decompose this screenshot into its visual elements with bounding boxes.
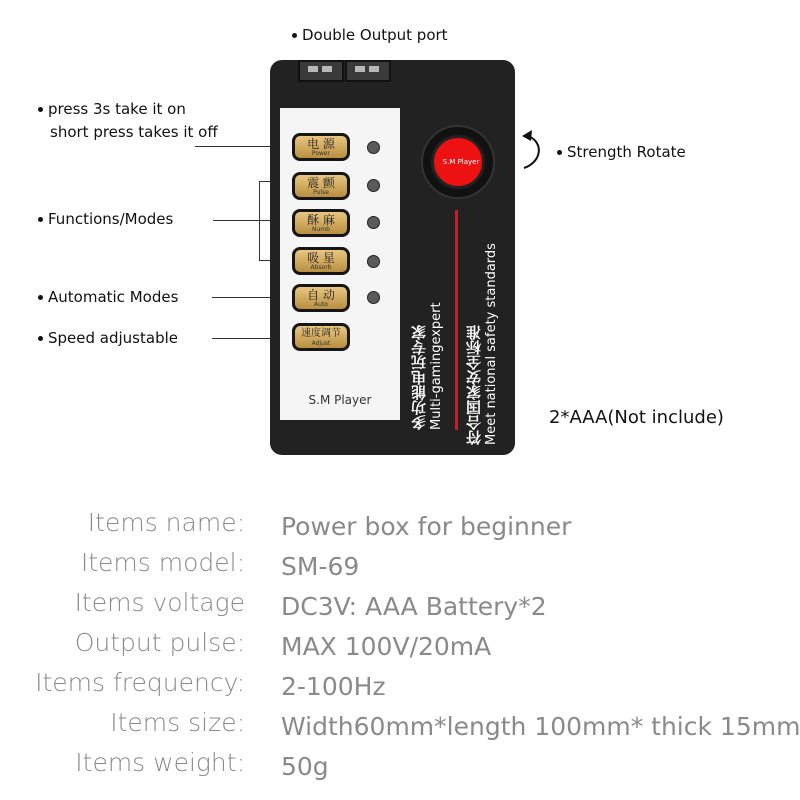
speed-label: Speed adjustable <box>48 329 178 347</box>
output-port-2 <box>345 60 391 82</box>
spec-label-pulse: Output pulse: <box>74 628 245 657</box>
functions-bracket <box>259 181 260 261</box>
knob-label: S.M Player <box>442 158 480 166</box>
spec-value-frequency: 2-100Hz <box>281 672 386 701</box>
bullet-icon <box>38 107 43 112</box>
rotate-arrow-icon <box>518 128 550 172</box>
pulse-button[interactable]: 震 颤 Pulse <box>292 172 350 200</box>
spec-label-voltage: Items voltage <box>74 588 245 617</box>
speed-callout <box>38 331 178 346</box>
numb-led <box>367 216 380 229</box>
spec-value-model: SM-69 <box>281 552 360 581</box>
absorb-button[interactable]: 吸 星 Absorb <box>292 247 350 275</box>
functions-leader-line <box>213 220 260 221</box>
spec-label-weight: Items weight: <box>75 748 245 777</box>
spec-label-name: Items name: <box>87 508 245 537</box>
spec-value-name: Power box for beginner <box>281 512 572 541</box>
bullet-icon <box>557 150 562 155</box>
side-text-cn-2: 符合国家安全标准 <box>465 325 483 445</box>
strength-callout <box>557 145 686 160</box>
adjust-button[interactable]: 速度调节 Adjust <box>292 323 350 351</box>
bullet-icon <box>38 217 43 222</box>
spec-label-model: Items model: <box>80 548 245 577</box>
power-callout-line1 <box>38 102 186 117</box>
brand-label: S.M Player <box>308 393 372 407</box>
side-text-en-1: Multi-gamingexpert <box>429 302 444 430</box>
battery-note: 2*AAA(Not include) <box>549 407 724 428</box>
bullet-icon <box>38 295 43 300</box>
power-button[interactable]: 电 源 Power <box>292 133 350 161</box>
spec-value-voltage: DC3V: AAA Battery*2 <box>281 592 547 621</box>
strength-knob[interactable] <box>421 125 495 199</box>
spec-label-frequency: Items frequency: <box>35 668 245 697</box>
output-port-callout <box>292 28 448 43</box>
power-callout-text-1: press 3s take it on <box>48 100 186 118</box>
functions-callout <box>38 212 173 227</box>
power-callout-line2: short press takes it off <box>50 123 218 141</box>
auto-callout <box>38 290 178 305</box>
bullet-icon <box>38 336 43 341</box>
red-accent-line <box>455 210 458 430</box>
functions-label: Functions/Modes <box>48 210 174 228</box>
auto-button[interactable]: 自 动 Auto <box>292 284 350 312</box>
bullet-icon <box>292 33 297 38</box>
strength-label: Strength Rotate <box>567 143 686 161</box>
spec-value-size: Width60mm*length 100mm* thick 15mm <box>281 712 800 741</box>
side-text-cn-1: 多功能电玩专家 <box>410 325 428 430</box>
side-text-en-2: Meet national safety standards <box>484 243 499 445</box>
absorb-led <box>367 255 380 268</box>
power-led <box>367 141 380 154</box>
auto-label: Automatic Modes <box>48 288 179 306</box>
spec-value-pulse: MAX 100V/20mA <box>281 632 492 661</box>
auto-led <box>367 291 380 304</box>
pulse-led <box>367 179 380 192</box>
output-port-1 <box>298 60 344 82</box>
spec-value-weight: 50g <box>281 752 329 781</box>
spec-label-size: Items size: <box>110 708 245 737</box>
numb-button[interactable]: 酥 麻 Numb <box>292 209 350 237</box>
knob-face <box>431 135 485 189</box>
output-port-label: Double Output port <box>302 26 448 44</box>
